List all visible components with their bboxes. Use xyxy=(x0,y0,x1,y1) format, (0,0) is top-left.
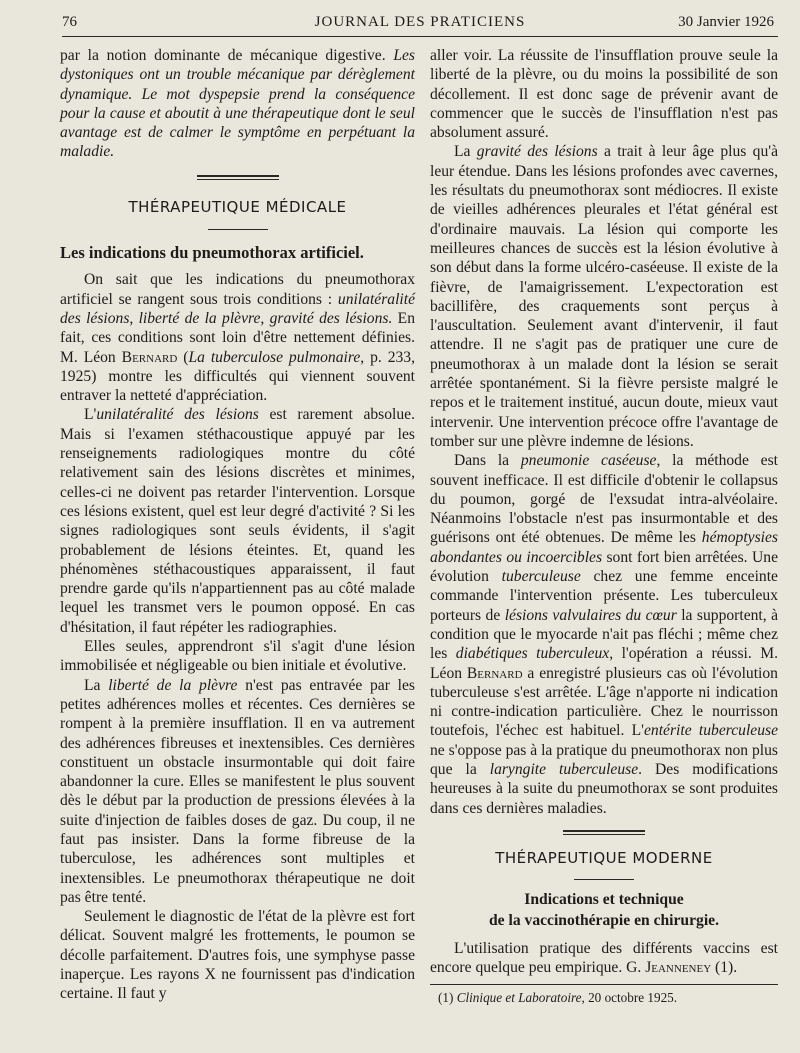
divider xyxy=(197,175,279,177)
paragraph: La liberté de la plèvre n'est pas entravée par les petites adhérences molles et récentes. Ces dernières se rompent à la première insufflation. Il en va autrement des adhérences fibreuses et inextensibles. Ces dernières constituent un obstacle insurmontable qui doit faire abandonner la cure. Elles se manifestent le plus souvent dès le début par la production de pressions élevées à la suite d'injection de faibles doses de gaz. Du coup, il ne faut pas insister. Dans la forme fibreuse de la tuberculose, les adhérences sont multiples et inextensibles. Le pneumothorax thérapeutique ne doit pas être tenté. xyxy=(60,676,415,906)
article-title-line-2: de la vaccinothérapie en chirurgie. xyxy=(489,912,719,930)
paragraph: La gravité des lésions a trait à leur âge plus qu'à leur étendue. Dans les lésions profondes avec cavernes, les résultats du pneumothorax sont médiocres. Il existe de vieilles adhérences pleurales et l'état général est d'ordinaire mauvais. La lésion qui comporte les meilleures chances de succès est la lésion évolutive à son début dans la forme ulcéro-caséeuse. Il existe de la fièvre, de l'amaigrissement. L'expectoration est bacillifère, des craquements sont perçus à l'auscultation. Seulement avant d'intervenir, il faut attendre. Il ne s'agit pas de pratiquer une cure de pneumothorax à un malade dont la lésion se serait arrêtée spontanément. Si la fièvre persiste malgré le repos et le traitement institué, aucun doute, mieux vaut intervenir. Une intervention précoce offre l'avantage de tomber sur une plèvre indemne de lésions. xyxy=(430,143,778,450)
divider xyxy=(563,834,645,835)
page-header xyxy=(62,14,778,37)
divider xyxy=(563,830,645,832)
section-title: THÉRAPEUTIQUE MÉDICALE xyxy=(128,197,347,216)
paragraph: L'unilatéralité des lésions est rarement absolue. Mais si l'examen stéthacoustique appuyé par les renseignements radiologiques montre du côté relativement sain des lésions discrètes et minimes, celles-ci ne doivent pas retarder l'intervention. Lorsque ces lésions existent, quel est leur degré d'activité ? Si les signes radiologiques sont seuls évidents, il s'agit probablement de lésions éteintes. Et, quand les phénomènes stéthacoustiques apparaissent, il faut prendre garde qu'ils n'appartiennent pas au côté malade lequel les transmet vers le poumon opposé. En cas d'hésitation, il faut répéter les radiographies. xyxy=(60,406,415,636)
issue-date: 30 Janvier 1926 xyxy=(678,14,774,30)
intro-paragraph: par la notion dominante de mécanique digestive. Les dystoniques ont un trouble mécanique par dérèglement dynamique. Le mot dyspepsie prend la conséquence pour la cause et aboutit à une thérapeutique dont le seul avantage est de calmer le symptôme en perpétuant la maladie. xyxy=(60,47,415,161)
paragraph: Dans la pneumonie caséeuse, la méthode est souvent inefficace. Il est difficile d'obtenir le collapsus du poumon, gorgé de l'exsudat intra-alvéolaire. Néanmoins l'obstacle n'est pas insurmontable et des guérisons ont été obtenues. De même les hémoptysies abondantes ou incoercibles sont fort bien arrêtées. Une évolution tuberculeuse chez une femme enceinte commande l'intervention présente. Les tuberculeux porteurs de lésions valvulaires du cœur la supportent, à condition que le myocarde n'ait pas fléchi ; même chez les diabétiques tuberculeux, l'opération a réussi. M. Léon Bernard a enregistré plusieurs cas où l'évolution tuberculeuse s'est arrêtée. L'âge n'apporte ni indication ni contre-indication particulière. Chez le nourrisson toutefois, l'échec est habituel. L'entérite tuberculeuse ne s'oppose pas à la pratique du pneumothorax non plus que la laryngite tuberculeuse. Des modifications heureuses à la suite du pneumothorax se sont produites dans ces dernières maladies. xyxy=(430,452,778,817)
paragraph: Elles seules, apprendront s'il s'agit d'une lésion immobilisée et négligeable ou bien initiale et évolutive. xyxy=(60,638,415,675)
page-number: 76 xyxy=(62,14,77,30)
divider xyxy=(574,879,634,880)
paragraph: Seulement le diagnostic de l'état de la plèvre est fort délicat. Souvent malgré les frottements, le poumon se décolle parfaitement. D'autres fois, une symphyse passe inaperçue. Les rayons X ne fournissent pas d'indication certaine. Il faut y xyxy=(60,908,415,1003)
footnote: (1) Clinique et Laboratoire, 20 octobre 1925. xyxy=(438,989,678,1005)
divider xyxy=(197,179,279,180)
section-title: THÉRAPEUTIQUE MODERNE xyxy=(495,848,713,867)
right-column xyxy=(430,46,778,1006)
left-column xyxy=(60,46,415,1004)
divider xyxy=(208,229,268,230)
paragraph: aller voir. La réussite de l'insufflation prouve seule la liberté de la plèvre, ou du moins la possibilité de son décollement. Il est donc sage de prévenir avant de commencer que le succès de l'insufflation n'est pas absolument assuré. xyxy=(430,47,778,142)
article-title: Les indications du pneumothorax artificiel. xyxy=(60,243,364,263)
article-title-line-1: Indications et technique xyxy=(524,891,684,909)
footnote-rule xyxy=(430,984,778,985)
paragraph: L'utilisation pratique des différents vaccins est encore quelque peu empirique. G. Jeanneney (1). xyxy=(430,940,778,977)
journal-title: JOURNAL DES PRATICIENS xyxy=(314,14,526,30)
paragraph: On sait que les indications du pneumothorax artificiel se rangent sous trois conditions : unilatéralité des lésions, liberté de la plèvre, gravité des lésions. En fait, ces conditions sont loin d'être nettement définies. M. Léon Bernard (La tuberculose pulmonaire, p. 233, 1925) montre les difficultés qui viennent souvent entraver la netteté d'appréciation. xyxy=(60,271,416,405)
